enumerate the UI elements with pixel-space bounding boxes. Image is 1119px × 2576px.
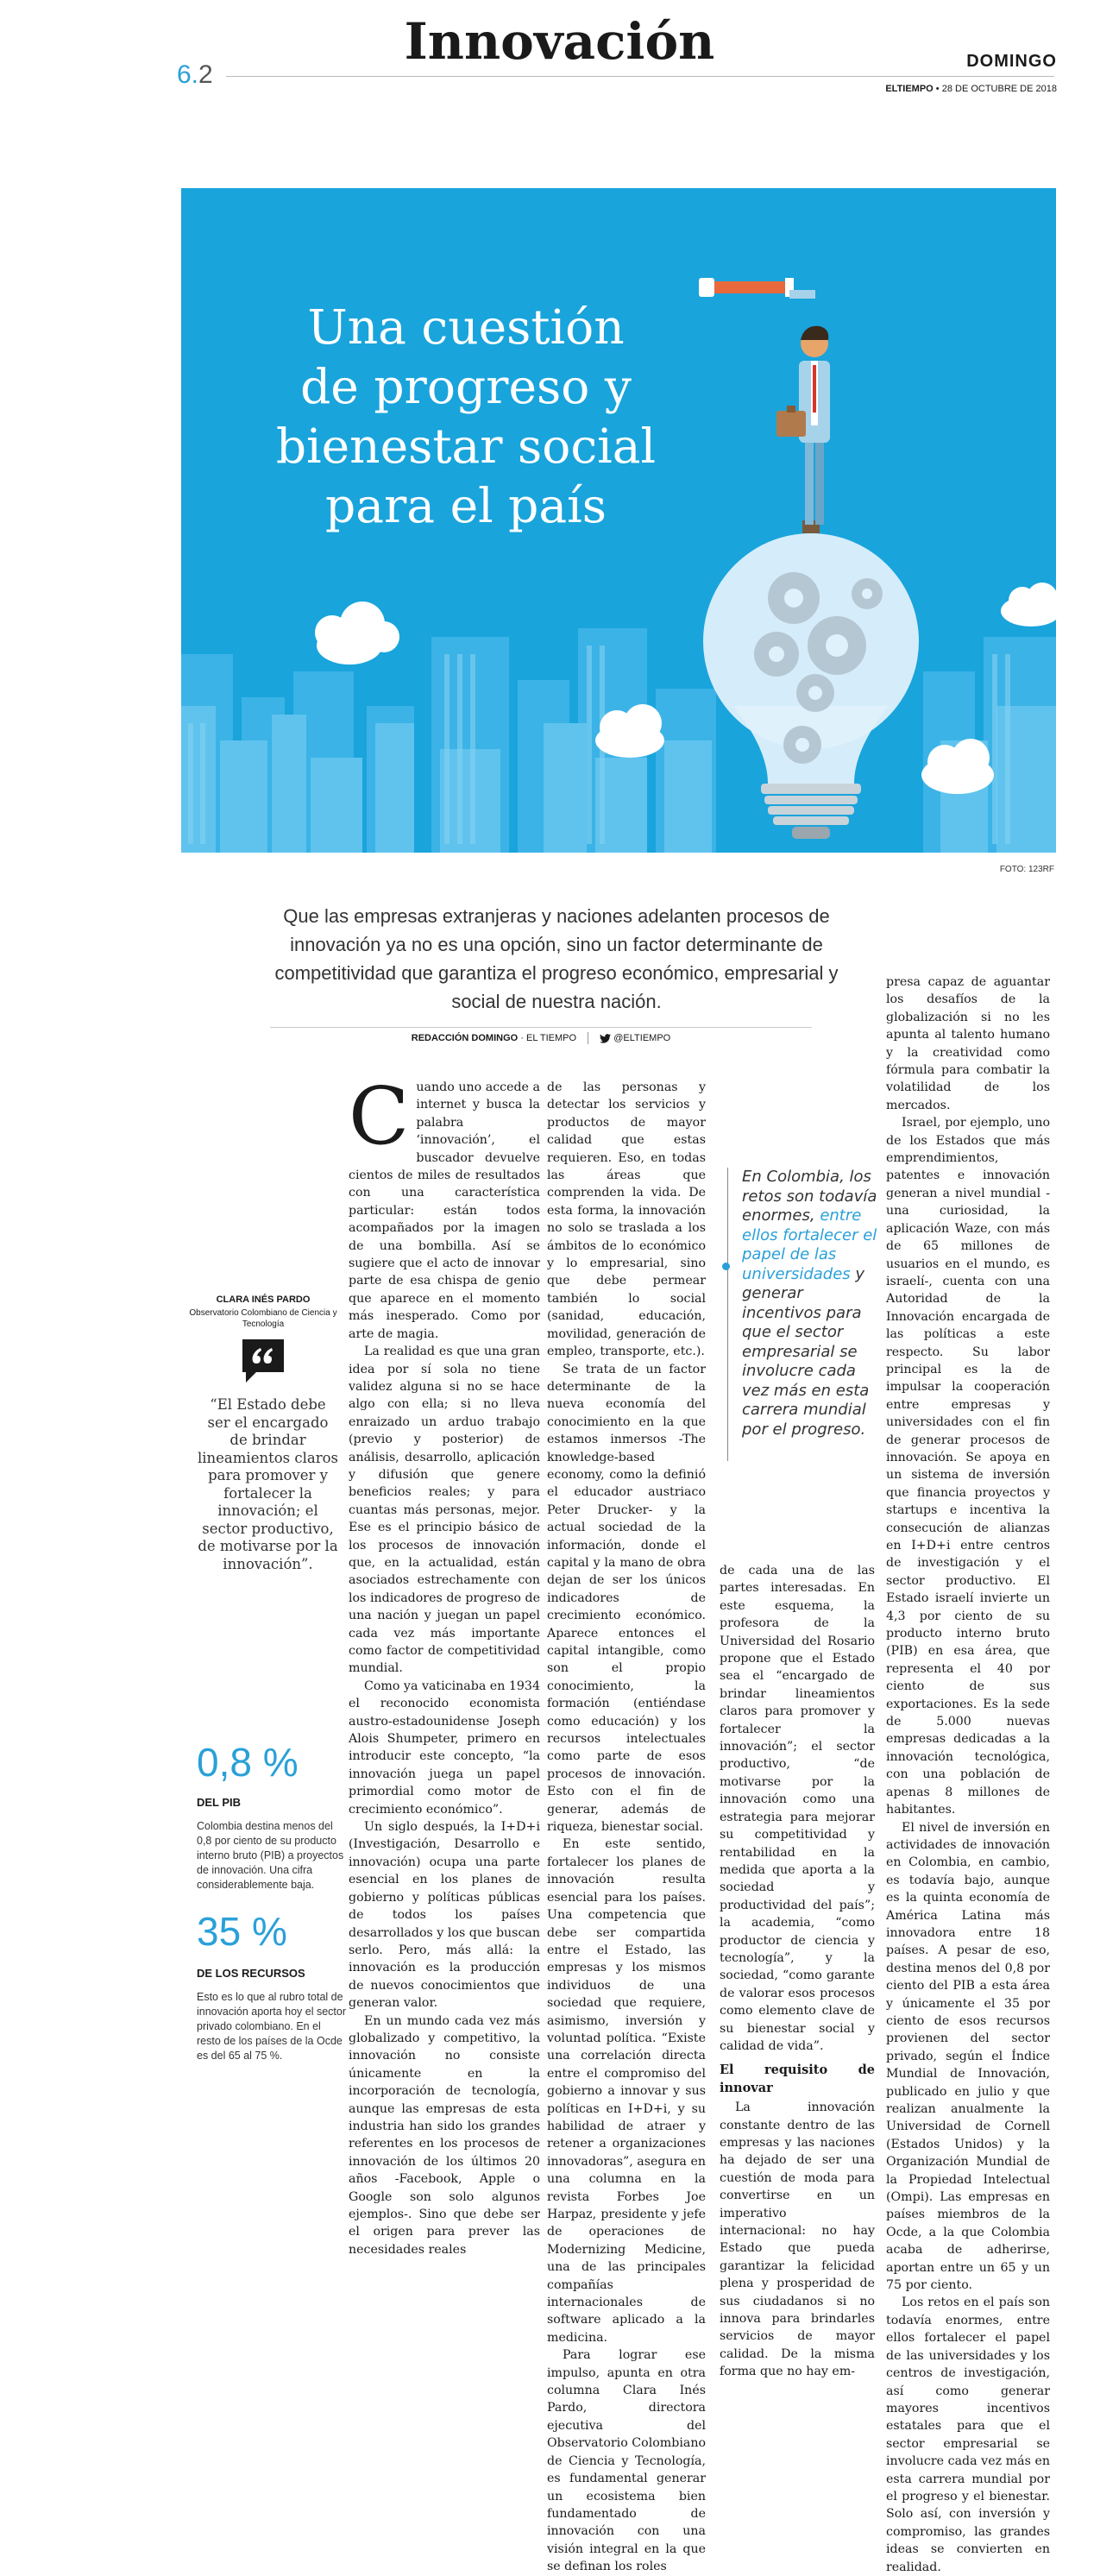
pull-quote-text: En Colombia, los retos son todavía enormes,	[742, 1168, 877, 1225]
day-label: DOMINGO	[966, 52, 1057, 71]
headline-line: Una cuestión	[307, 299, 625, 355]
photo-credit: FOTO: 123RF	[999, 865, 1054, 874]
page-number-main: 6.	[177, 60, 199, 89]
article-paragraph: La realidad es que una gran idea por sí sola no tiene validez alguna si no se hace algo con ella; si no lleva enraizado un arduo trabajo (previo y posterior) de análisis, desarrollo, aplicación y difusión que genere beneficios reales; y para cuantas más personas, mejor. Ese es el principio básico de los procesos de innovación que, en la actualidad, están asociados estrechamente con los indicadores de progreso de una nación y juegan un papel cada vez más importante como factor de competitividad mundial.	[349, 1345, 540, 1676]
lead-paragraph: Que las empresas extranjeras y naciones adelanten procesos de innovación ya no es una opción, sino un factor determinante de competitividad que garantiza el progreso económico, empresarial y social de nuestra nación.	[274, 905, 839, 1012]
article-paragraph: El nivel de inversión en actividades de innovación en Colombia, en cambio, es todavía bajo, aunque es la quinta economía de América Latina más innovadora entre 18 países. A pesar de eso, destina menos del 0,8 por ciento del PIB a esta área y únicamente el 35 por ciento de esos recursos provienen del sector privado, según el Índice Mundial de Innovación, publicado en julio y que realizan anualmente la Universidad de Cornell (Estados Unidos) y la Organización Mundial de la Propiedad Intelectual (Ompi). Las empresas en países miembros de la Ocde, a la que Colombia acaba de adherirse, aportan entre un 65 y un 75 por ciento.	[886, 1820, 1050, 2293]
pull-quote-dot	[722, 1263, 730, 1270]
section-title: Innovación	[404, 12, 715, 71]
byline-outlet: · EL TIEMPO	[518, 1032, 577, 1043]
twitter-handle[interactable]: @ELTIEMPO	[613, 1032, 671, 1043]
byline-divider	[270, 1027, 812, 1028]
drop-cap: C	[349, 1070, 410, 1162]
pull-quote-rule	[727, 1168, 728, 1461]
quote-author-name: CLARA INÉS PARDO	[216, 1294, 311, 1305]
headline	[250, 298, 682, 536]
article-column-1	[349, 1070, 540, 2257]
article-paragraph: En este sentido, fortalecer los planes de innovación resulta esencial para los países. Una competencia que debe ser compartida entre el Estado, las empresas y los mismos individuos de una sociedad que requiere, asimismo, inversión y voluntad política. “Existe una correlación directa entre el compromiso del gobierno a innovar y sus políticas en I+D+i, y su habilidad de atraer y retener a organizaciones innovadoras”, asegura en una columna en la revista Forbes Joe Harpaz, presidente y jefe de operaciones de Modernizing Medicine, una de las principales compañías internacionales de software aplicado a la medicina.	[547, 1837, 706, 2345]
pull-quote-text: y generar incentivos para que el sector empresarial se involucre cada vez más en esta carrera mundial por el progreso.	[742, 1264, 870, 1439]
article-paragraph: En un mundo cada vez más globalizado y competitivo, la innovación no consiste únicamente en la incorporación de tecnología, aunque las empresas de esta industria han sido los grandes referentes en los procesos de innovación de los últimos 20 años -Facebook, Apple o Google son solo algunos ejemplos-. Sino que debe ser el origen para prever las necesidades reales	[349, 2013, 540, 2257]
stat-value: 35 %	[197, 1909, 287, 1954]
header-divider	[226, 76, 1054, 77]
article-paragraph: uando uno accede a internet y busca la palabra ‘innovación’, el buscador devuelve cientos de miles de resultados con una característica particular: están todos acompañados por la imagen de una bombilla. Así se sugiere que el acto de innovar parte de esa chispa de genio que aparece en el momento más inesperado. Como por arte de magia.	[349, 1080, 540, 1341]
headline-line: bienestar social	[275, 419, 657, 474]
stat-label: DE LOS RECURSOS	[197, 1967, 305, 1980]
paper-name: ELTIEMPO	[885, 84, 934, 94]
article-paragraph: Para lograr ese impulso, apunta en otra columna Clara Inés Pardo, directora ejecutiva del Observatorio Colombiano de Ciencia y Tecnología, es fundamental generar un ecosistema bien fundamentado de innovación con una visión integral en la que se definan los roles	[547, 2348, 706, 2574]
byline-author: REDACCIÓN DOMINGO	[411, 1032, 519, 1043]
byline	[270, 1032, 812, 1044]
stat-label: DEL PIB	[197, 1796, 242, 1809]
pull-quote-highlight: entre ellos fortalecer el papel de las universidades	[742, 1206, 877, 1283]
article-column-4	[886, 973, 1050, 2574]
issue-date: • 28 DE OCTUBRE DE 2018	[933, 84, 1057, 94]
quote-author-role: Observatorio Colombiano de Ciencia y Tecnología	[189, 1308, 337, 1329]
article-paragraph: La innovación constante dentro de las empresas y las naciones ha dejado de ser una cuestión de moda para convertirse en un imperativo internacional: no hay Estado que pueda garantizar la felicidad plena y prosperidad de sus ciudadanos si no innova para brindarles servicios de mayor calidad. De la misma forma que no hay em-	[720, 2100, 875, 2379]
pull-quote	[742, 1168, 880, 1439]
subheading: El requisito de innovar	[720, 2063, 875, 2095]
stat-value: 0,8 %	[197, 1740, 299, 1785]
stat-description: Colombia destina menos del 0,8 por ciento de su producto interno bruto (PIB) a proyectos de innovación. Una cifra considerablemente baja.	[197, 1820, 344, 1891]
page-number-sub: 2	[198, 60, 213, 89]
headline-line: de progreso y	[300, 359, 632, 414]
twitter-icon[interactable]	[600, 1034, 611, 1043]
article-paragraph: Un siglo después, la I+D+i (Investigación, Desarrollo e innovación) ocupa una parte esencial en los planes de gobierno y políticas públicas de todos los países desarrollados y los que buscan serlo. Pero, más allá: la innovación es la producción de nuevos conocimientos que generan valor.	[349, 1820, 540, 2011]
article-paragraph: de las personas y detectar los servicios y productos de mayor calidad que estas requieren. Eso, en todas las áreas que comprenden la vida. De esta forma, la innovación no solo se traslada a los ámbitos de lo económico y lo empresarial, sino que debe permear también lo social (sanidad, educación, movilidad, generación de empleo, transporte, etc.).	[547, 1080, 706, 1359]
article-column-3	[720, 1562, 875, 2379]
article-paragraph: Los retos en el país son todavía enormes, entre ellos fortalecer el papel de las universidades y los centros de investigación, así como generar mayores incentivos estatales para que el sector empresarial se involucre cada vez más en esta carrera mundial por el progreso y el bienestar. Solo así, con inversión y compromiso, las grandes ideas se convierten en realidad.	[886, 2296, 1050, 2574]
article-paragraph: Se trata de un factor determinante de la nueva economía del conocimiento en la que estamos inmersos -The knowledge-based economy, como la definió el educador austriaco Peter Drucker- y la actual sociedad de la información, donde el capital y la mano de obra dejan de ser los únicos indicadores de crecimiento económico. Aparece entonces el capital intangible, como son el propio conocimiento, la formación (entiéndase como educación) y los recursos intelectuales como parte de esos procesos de innovación. Esto con el fin de generar, además de riqueza, bienestar social.	[547, 1362, 706, 1835]
article-column-2	[547, 1079, 706, 2574]
sidebar-quote: “El Estado debe ser el encargado de brindar lineamientos claros para promover y fortalecer la innovación; el sector productivo, de motivarse por la innovación”.	[197, 1396, 339, 1572]
article-paragraph: de cada una de las partes interesadas. En este esquema, la profesora de la Universidad del Rosario propone que el Estado sea el “encargado de brindar lineamientos claros para promover y fortalecer la innovación”; el sector productivo, “de motivarse por la innovación como una estrategia para mejorar su competitividad y rentabilidad en la medida que aporta a la sociedad y productividad del país”; la academia, “como productor de ciencia y tecnología”, y la sociedad, “como garante de valorar esos procesos como elemento clave de su bienestar social y calidad de vida”.	[720, 1564, 875, 2053]
paper-date-line	[885, 84, 1057, 94]
headline-line: para el país	[325, 478, 607, 533]
article-paragraph: Como ya vaticinaba en 1934 el reconocido economista austro-estadounidense Joseph Alois Shumpeter, primero en introducir este concepto, “la innovación juega un papel primordial como motor de crecimiento económico”.	[349, 1678, 540, 1817]
article-paragraph: Israel, por ejemplo, uno de los Estados que más emprendimientos, patentes e innovación generan a nivel mundial -una curiosidad, la aplicación Waze, con más de 65 millones de usuarios en el mundo, es israelí-, cuenta con una Autoridad de la Innovación encargada de las políticas a este respecto. Su labor principal es la de impulsar la cooperación entre empresas y universidades con el fin de generar procesos de innovación. Se apoya en un sistema de inversión que financia proyectos y startups e incentiva la consecución de alianzas en I+D+i entre centros de investigación y el sector productivo. El Estado israelí invierte un 4,3 por ciento de su producto interno bruto (PIB) en esa área, que representa el 40 por ciento de sus exportaciones. Es la sede de 5.000 nuevas empresas dedicadas a la innovación tecnológica, con una población de apenas 8 millones de habitantes.	[886, 1116, 1050, 1817]
quote-icon	[239, 1336, 287, 1384]
article-paragraph: presa capaz de aguantar los desafíos de la globalización si no les apunta al talento humano y la creatividad como fórmula para combatir la volatilidad de los mercados.	[886, 975, 1050, 1112]
stat-description: Esto es lo que al rubro total de innovación aporta hoy el sector privado colombiano. En el resto de los países de la Ocde es del 65 al 75 %.	[197, 1991, 347, 2062]
